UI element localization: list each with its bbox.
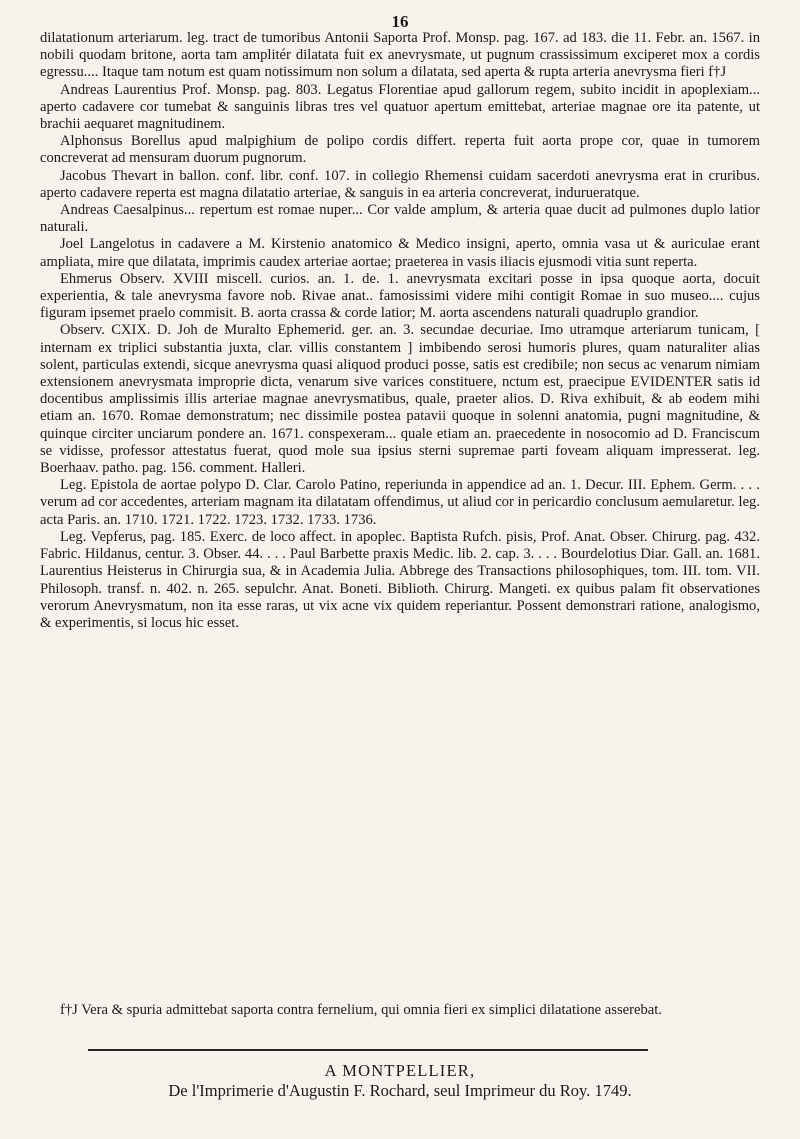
imprint-printer: De l'Imprimerie d'Augustin F. Rochard, seul Imprimeur du Roy. 1749. [168, 1081, 632, 1100]
paragraph: Ehmerus Observ. XVIII miscell. curios. an. 1. de. 1. anevrysmata excitari posse in ipsa quoque aorta, docuit experientia, & tale anevrysma favore nob. Rivae anat.. famosissimi videre mihi contigit Romae in suo museo.... cujus figuram ipsemet praelo commisit. B. aorta crassa & corde latior; M. aorta ascendens naturali quadruplo grandior. [40, 270, 760, 322]
paragraph: dilatationum arteriarum. leg. tract de tumoribus Antonii Saporta Prof. Monsp. pag. 167. ad 183. die 11. Febr. an. 1567. in nobili quodam britone, aorta tam amplitér dilatata fuit ex anevrysmate, ut pugnum crassissimum exciperet mox a cordis egressu.... Itaque tam notum est quam notissimum non solum a dilatata, sed aperta & rupta arteria anevrysma fieri f†J [40, 30, 760, 81]
page-number: 16 [391, 12, 409, 31]
paragraph: Observ. CXIX. D. Joh de Muralto Ephemerid. ger. an. 3. secundae decuriae. Imo utramque arteriarum tunicam, [ internam ex triplici substantia juxta, clar. villis constantem ] imbibendo serosi humoris plures, quam naturaliter alias solent, particulas extendi, sicque anevrysma quasi aliquod produci posse, satis est credibile; non secus ac venarum nimiam extensionem anevrysmata improprie dicta, venarum sive varices constituere, nctum est, praecipue EVIDENTER satis id docentibus amplissimis illis arteriae magnae anevrysmatibus, quale, praeter alios. D. Riva exhibuit, & ab eodem mihi etiam an. 1670. Romae demonstratum; nec dissimile postea patavii quoque in solenni anatomia, pugni magnitudine, & quinque circiter unciarum pondere an. 1671. conspexeram... quale etiam an. praecedente in nosocomio ad D. Franciscum se vidisse, professor attestatus fuerat, quod mole sua ipsius sterni supremae parti foveam aliquam impresserat. leg. Boerhaav. patho. pag. 156. comment. Halleri. [40, 322, 760, 477]
paragraph: Leg. Vepferus, pag. 185. Exerc. de loco affect. in apoplec. Baptista Rufch. pisis, Prof. Anat. Obser. Chirurg. pag. 432. Fabric. Hildanus, centur. 3. Obser. 44. . . . Paul Barbette praxis Medic. lib. 2. cap. 3. . . . Bourdelotius Diar. Gall. an. 1681. Laurentius Heisterus in Chirurgia sua, & in Academia Julia. Abbrege des Transactions philosophiques, tom. III. tom. VII. Philosoph. transf. n. 402. n. 265. sepulchr. Anat. Boneti. Biblioth. Chirurg. Mangeti. ex quibus palam fit observationes verorum Anevrysmatum, non ita esse raras, ut vix acne vix quidem reperiantur. Possent demonstrari ratione, analogismo, & experimentis, si locus hic esset. [40, 528, 760, 631]
paragraph: Andreas Laurentius Prof. Monsp. pag. 803. Legatus Florentiae apud gallorum regem, subito incidit in apoplexiam... aperto cadavere cor tumebat & sanguinis libras tres vel quatuor apertum emittebat, arteriae magnae ore ita patente, ut brachii aequaret magnitudinem. [40, 81, 760, 133]
paragraph: Andreas Caesalpinus... repertum est romae nuper... Cor valde amplum, & arteria quae ducit ad pulmones duplo latior naturali. [40, 202, 760, 236]
footnote [40, 1002, 760, 1019]
paragraph: Alphonsus Borellus apud malpighium de polipo cordis differt. reperta fuit aorta prope cor, quae in tumorem concreverat ad mensuram duorum pugnorum. [40, 133, 760, 167]
footnote-text: f†J Vera & spuria admittebat saporta contra fernelium, qui omnia fieri ex simplici dilatatione asserebat. [60, 1002, 662, 1018]
imprint-place: A MONTPELLIER, [324, 1061, 476, 1080]
divider-rule [88, 1049, 648, 1051]
paragraph: Joel Langelotus in cadavere a M. Kirstenio anatomico & Medico insigni, aperto, omnia vasa ut & auriculae erant ampliata, mire que dilatata, imprimis caudex arteriae aortae; praeterea in vasis iliacis ejusmodi vitia sunt reperta. [40, 236, 760, 270]
body-text [40, 30, 760, 632]
paragraph: Leg. Epistola de aortae polypo D. Clar. Carolo Patino, reperiunda in appendice ad an. 1. Decur. III. Ephem. Germ. . . . verum ad cor accedentes, arteriam magnam ita dilatatam offendimus, ut aliud cor in pericardio conclusum aemularetur. leg. acta Paris. an. 1710. 1721. 1722. 1723. 1732. 1733. 1736. [40, 477, 760, 528]
paragraph: Jacobus Thevart in ballon. conf. libr. conf. 107. in collegio Rhemensi cuidam sacerdoti anevrysma erat in cruribus. aperto cadavere reperta est magna dilatatio arteriae, & sanguis in ea arteria concreverat, indurueratque. [40, 167, 760, 201]
